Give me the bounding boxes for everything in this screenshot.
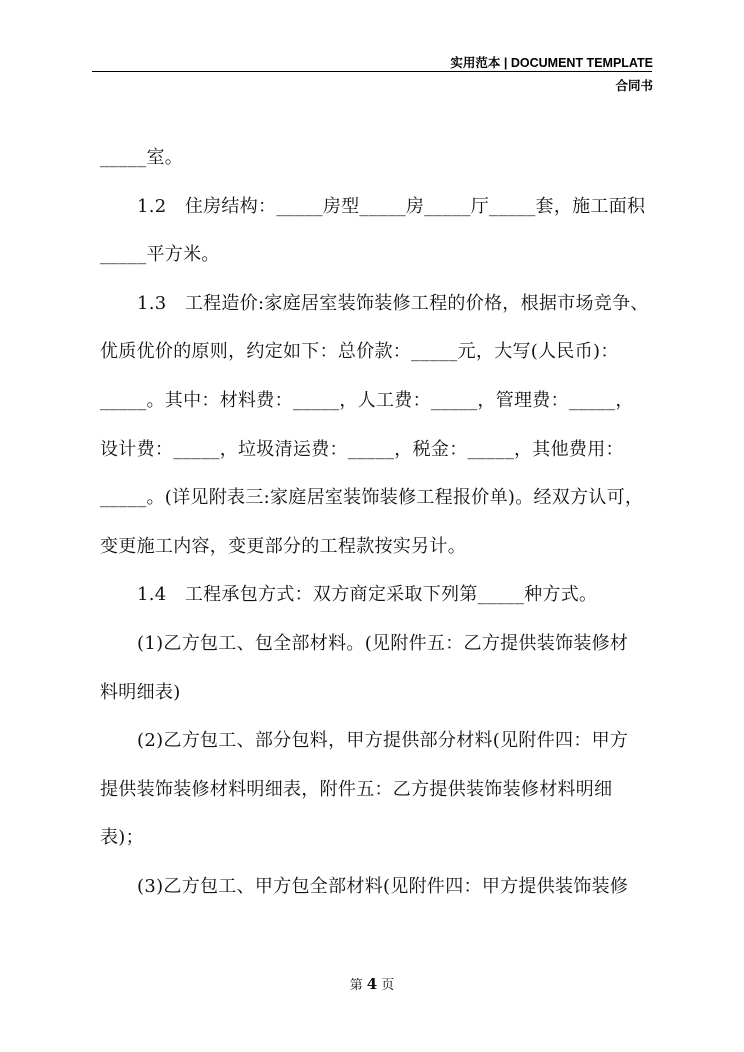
text-line: (2)乙方包工、部分包料，甲方提供部分材料(见附件四：甲方 — [137, 730, 629, 752]
text-line: 1.3 工程造价:家庭居室装饰装修工程的价格，根据市场竞争、 — [137, 292, 649, 314]
header-divider — [92, 71, 652, 72]
page-footer — [0, 974, 744, 993]
text-line: _____室。 — [100, 147, 184, 168]
text-line: (3)乙方包工、甲方包全部材料(见附件四：甲方提供装饰装修 — [137, 875, 629, 897]
text-line: _____。(详见附表三:家庭居室装饰装修工程报价单)。经双方认可， — [100, 487, 644, 509]
text-line: 1.2 住房结构：_____房型_____房_____厅_____套，施工面积 — [137, 195, 646, 217]
text-line: 设计费：_____，垃圾清运费：_____，税金：_____，其他费用： — [100, 438, 624, 460]
page-number: 4 — [366, 975, 378, 993]
document-body — [100, 140, 660, 918]
text-line: 变更施工内容，变更部分的工程款按实另计。 — [100, 535, 466, 557]
text-line: _____。其中：材料费：_____，人工费：_____，管理费：_____， — [100, 389, 634, 411]
header-subtitle: 合同书 — [615, 79, 653, 93]
text-line: 料明细表) — [100, 681, 181, 703]
text-line: 优质优价的原则，约定如下：总价款：_____元，大写(人民币)： — [100, 341, 619, 363]
page-prefix: 第 — [349, 978, 363, 993]
text-line: 1.4 工程承包方式：双方商定采取下列第_____种方式。 — [137, 584, 598, 606]
text-line: 提供装饰装修材料明细表，附件五：乙方提供装饰装修材料明细 — [100, 778, 613, 800]
header-title: 实用范本 | DOCUMENT TEMPLATE — [450, 56, 653, 70]
page-suffix: 页 — [381, 978, 395, 993]
text-line: (1)乙方包工、包全部材料。(见附件五：乙方提供装饰装修材 — [137, 632, 629, 654]
text-line: _____平方米。 — [100, 244, 220, 266]
text-line: 表)； — [100, 827, 144, 849]
